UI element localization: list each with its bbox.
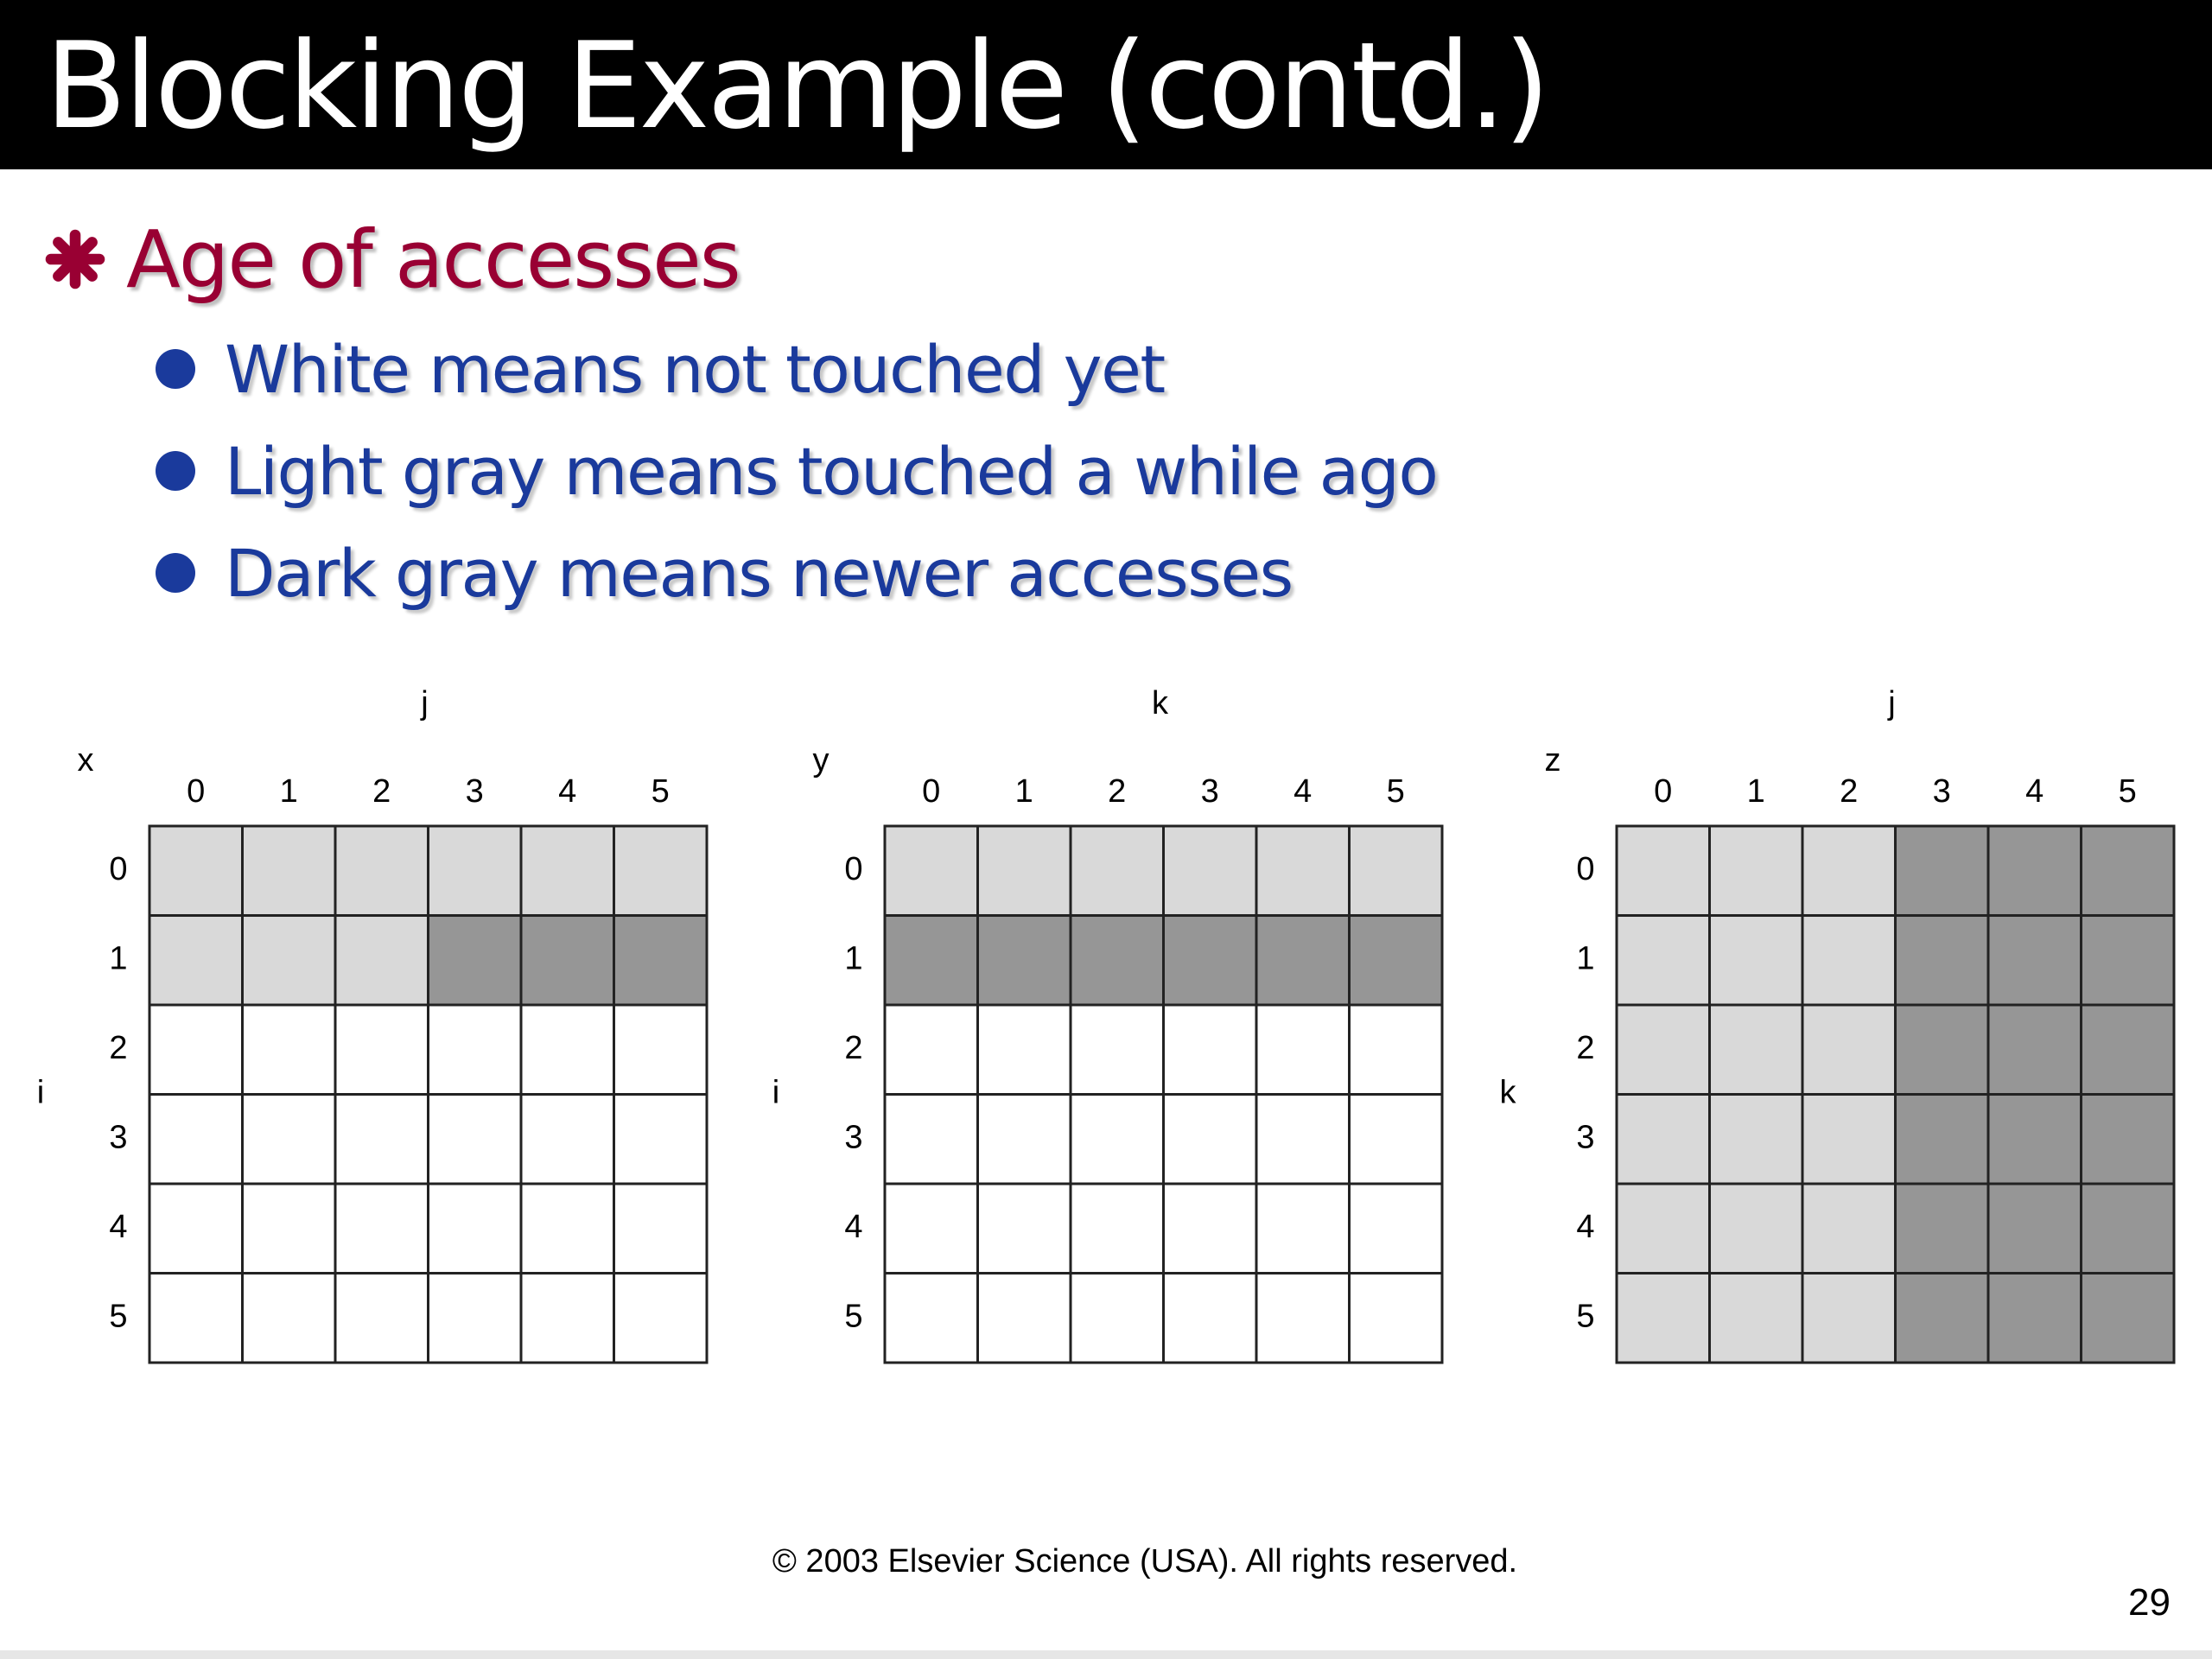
matrix-cell-light — [1164, 826, 1257, 916]
matrix-cell-light — [885, 826, 978, 916]
heading-bullet — [45, 207, 740, 311]
matrix-cell-white — [429, 1095, 522, 1185]
matrix-cell-white — [243, 1184, 336, 1274]
matrix-cell-white — [614, 1005, 708, 1095]
matrix-cell-dark — [1896, 1274, 1989, 1363]
matrix-cell-white — [1164, 1274, 1257, 1363]
matrix-cell-dark — [1988, 1184, 2082, 1274]
matrix-cell-white — [1256, 1184, 1350, 1274]
matrix-cell-dark — [614, 916, 708, 1006]
matrix-cell-light — [1617, 916, 1710, 1006]
matrix-cell-white — [1071, 1184, 1164, 1274]
column-tick-label: 1 — [1014, 773, 1033, 810]
row-tick-label: 2 — [1576, 1029, 1595, 1066]
bullet-text: White means not touched yet — [225, 330, 1165, 408]
matrix-cell-light — [1802, 916, 1896, 1006]
column-tick-label: 2 — [1840, 773, 1859, 810]
bullet-item — [156, 423, 1437, 518]
matrix-cell-dark — [2082, 1184, 2175, 1274]
matrix-cell-light — [1617, 1095, 1710, 1185]
column-tick-label: 0 — [922, 773, 941, 810]
matrix-cell-light — [1802, 1005, 1896, 1095]
column-tick-label: 4 — [1294, 773, 1313, 810]
matrix-cell-white — [614, 1184, 708, 1274]
column-tick-label: 0 — [187, 773, 206, 810]
column-tick-label: 4 — [2025, 773, 2044, 810]
filled-circle-bullet-icon — [156, 553, 195, 593]
matrix-cell-white — [1350, 1274, 1443, 1363]
matrix-cell-light — [335, 826, 429, 916]
matrix-cell-white — [1350, 1184, 1443, 1274]
filled-circle-bullet-icon — [156, 349, 195, 389]
matrix-cell-white — [243, 1095, 336, 1185]
matrix-cell-dark — [2082, 1274, 2175, 1363]
matrix-cell-light — [1710, 1095, 1803, 1185]
bullet-text: Dark gray means newer accesses — [225, 534, 1293, 612]
matrix-cell-dark — [1896, 1095, 1989, 1185]
matrix-cell-white — [1071, 1274, 1164, 1363]
matrix-cell-light — [1710, 826, 1803, 916]
matrix-access-diagram — [0, 665, 2212, 1382]
matrix-cell-light — [243, 916, 336, 1006]
bottom-divider — [0, 1650, 2212, 1659]
matrix-cell-light — [1802, 1184, 1896, 1274]
column-tick-label: 3 — [1932, 773, 1951, 810]
matrix-cell-white — [978, 1184, 1071, 1274]
row-axis-label: k — [1499, 1074, 1516, 1111]
matrix-cell-white — [885, 1005, 978, 1095]
matrix-cell-dark — [1988, 826, 2082, 916]
matrix-cell-white — [1256, 1274, 1350, 1363]
matrix-cell-light — [1617, 1005, 1710, 1095]
matrix-cell-white — [885, 1184, 978, 1274]
row-tick-label: 5 — [109, 1298, 128, 1335]
matrix-cell-light — [1617, 1274, 1710, 1363]
matrix-cell-light — [1071, 826, 1164, 916]
matrix-cell-light — [1617, 826, 1710, 916]
row-tick-label: 1 — [844, 940, 863, 977]
matrix-cell-white — [335, 1005, 429, 1095]
matrix-cell-white — [1164, 1005, 1257, 1095]
matrix-cell-white — [149, 1095, 243, 1185]
matrix-cell-dark — [885, 916, 978, 1006]
matrix-cell-dark — [2082, 1005, 2175, 1095]
matrix-name-label: z — [1544, 742, 1561, 779]
column-axis-label: j — [421, 685, 429, 722]
matrix-cell-dark — [1896, 1005, 1989, 1095]
slide-number: 29 — [2128, 1581, 2171, 1624]
row-tick-label: 4 — [844, 1208, 863, 1245]
matrix-cell-white — [521, 1274, 614, 1363]
matrix-cell-white — [1071, 1005, 1164, 1095]
row-axis-label: i — [36, 1074, 45, 1111]
matrix-cell-white — [521, 1184, 614, 1274]
matrix-cell-light — [1802, 826, 1896, 916]
matrix-cell-light — [978, 826, 1071, 916]
row-tick-label: 0 — [844, 850, 863, 887]
matrix-cell-dark — [1988, 1274, 2082, 1363]
matrix-cell-dark — [1256, 916, 1350, 1006]
matrix-cell-white — [978, 1005, 1071, 1095]
column-axis-label: k — [1152, 685, 1168, 722]
row-axis-label: i — [772, 1074, 780, 1111]
matrix-cell-white — [335, 1095, 429, 1185]
matrix-cell-light — [1617, 1184, 1710, 1274]
matrix-cell-white — [1350, 1005, 1443, 1095]
matrix-cell-light — [1710, 1274, 1803, 1363]
matrix-cell-light — [149, 916, 243, 1006]
matrix-cell-white — [1164, 1095, 1257, 1185]
matrix-cell-white — [149, 1005, 243, 1095]
matrix-cell-dark — [1071, 916, 1164, 1006]
column-tick-label: 3 — [465, 773, 484, 810]
matrix-cell-white — [1164, 1184, 1257, 1274]
matrix-cell-white — [429, 1005, 522, 1095]
row-tick-label: 3 — [844, 1119, 863, 1156]
bullet-item — [156, 525, 1293, 620]
matrix-cell-white — [243, 1274, 336, 1363]
row-tick-label: 4 — [109, 1208, 128, 1245]
matrix-cell-white — [614, 1274, 708, 1363]
matrix-cell-white — [335, 1184, 429, 1274]
bullet-item — [156, 321, 1165, 416]
row-tick-label: 2 — [109, 1029, 128, 1066]
column-tick-label: 2 — [1108, 773, 1127, 810]
row-tick-label: 2 — [844, 1029, 863, 1066]
matrix-cell-light — [614, 826, 708, 916]
slide-title: Blocking Example (contd.) — [45, 16, 1548, 156]
column-tick-label: 5 — [2118, 773, 2137, 810]
column-tick-label: 5 — [1386, 773, 1405, 810]
matrix-cell-white — [429, 1274, 522, 1363]
matrix-name-label: y — [812, 742, 830, 779]
matrix-cell-dark — [978, 916, 1071, 1006]
matrix-cell-white — [429, 1184, 522, 1274]
column-tick-label: 4 — [558, 773, 577, 810]
matrix-cell-dark — [521, 916, 614, 1006]
matrix-cell-dark — [1896, 826, 1989, 916]
matrix-cell-white — [978, 1274, 1071, 1363]
row-tick-label: 0 — [1576, 850, 1595, 887]
matrix-cell-light — [429, 826, 522, 916]
matrix-cell-dark — [2082, 916, 2175, 1006]
row-tick-label: 3 — [1576, 1119, 1595, 1156]
copyright-notice: © 2003 Elsevier Science (USA). All rights reserved. — [772, 1543, 1518, 1580]
matrix-cell-dark — [1164, 916, 1257, 1006]
column-tick-label: 1 — [279, 773, 298, 810]
asterisk-star-icon — [45, 229, 105, 289]
matrix-cell-dark — [2082, 1095, 2175, 1185]
matrix-cell-white — [335, 1274, 429, 1363]
matrix-cell-light — [1802, 1095, 1896, 1185]
matrix-cell-light — [335, 916, 429, 1006]
matrix-cell-light — [1710, 916, 1803, 1006]
matrix-cell-dark — [1988, 1095, 2082, 1185]
matrix-name-label: x — [77, 742, 94, 779]
matrix-cell-white — [1256, 1095, 1350, 1185]
matrix-cell-dark — [2082, 826, 2175, 916]
matrix-cell-white — [614, 1095, 708, 1185]
matrix-cell-white — [521, 1005, 614, 1095]
filled-circle-bullet-icon — [156, 451, 195, 491]
matrix-cell-white — [243, 1005, 336, 1095]
matrix-cell-dark — [429, 916, 522, 1006]
row-tick-label: 4 — [1576, 1208, 1595, 1245]
matrix-cell-light — [1802, 1274, 1896, 1363]
matrix-cell-dark — [1896, 1184, 1989, 1274]
matrix-cell-white — [1256, 1005, 1350, 1095]
row-tick-label: 3 — [109, 1119, 128, 1156]
matrix-cell-white — [149, 1184, 243, 1274]
matrix-cell-light — [1256, 826, 1350, 916]
row-tick-label: 0 — [109, 850, 128, 887]
matrix-cell-white — [149, 1274, 243, 1363]
matrix-cell-white — [1071, 1095, 1164, 1185]
matrix-cell-white — [885, 1095, 978, 1185]
row-tick-label: 5 — [1576, 1298, 1595, 1335]
matrix-cell-dark — [1896, 916, 1989, 1006]
row-tick-label: 1 — [1576, 940, 1595, 977]
matrix-cell-light — [1710, 1184, 1803, 1274]
row-tick-label: 5 — [844, 1298, 863, 1335]
column-tick-label: 2 — [372, 773, 391, 810]
column-tick-label: 1 — [1746, 773, 1765, 810]
column-axis-label: j — [1888, 685, 1896, 722]
title-bar — [0, 0, 2212, 169]
matrix-cell-white — [1350, 1095, 1443, 1185]
matrix-cell-white — [521, 1095, 614, 1185]
matrix-cell-dark — [1988, 1005, 2082, 1095]
heading-text: Age of accesses — [126, 213, 740, 306]
matrix-cell-dark — [1988, 916, 2082, 1006]
matrix-cell-light — [243, 826, 336, 916]
column-tick-label: 3 — [1200, 773, 1219, 810]
column-tick-label: 0 — [1654, 773, 1673, 810]
bullet-text: Light gray means touched a while ago — [225, 432, 1438, 510]
row-tick-label: 1 — [109, 940, 128, 977]
matrix-cell-light — [1350, 826, 1443, 916]
matrix-cell-light — [1710, 1005, 1803, 1095]
matrix-cell-light — [149, 826, 243, 916]
matrix-cell-dark — [1350, 916, 1443, 1006]
matrix-cell-white — [885, 1274, 978, 1363]
matrix-cell-white — [978, 1095, 1071, 1185]
column-tick-label: 5 — [651, 773, 670, 810]
matrix-cell-light — [521, 826, 614, 916]
